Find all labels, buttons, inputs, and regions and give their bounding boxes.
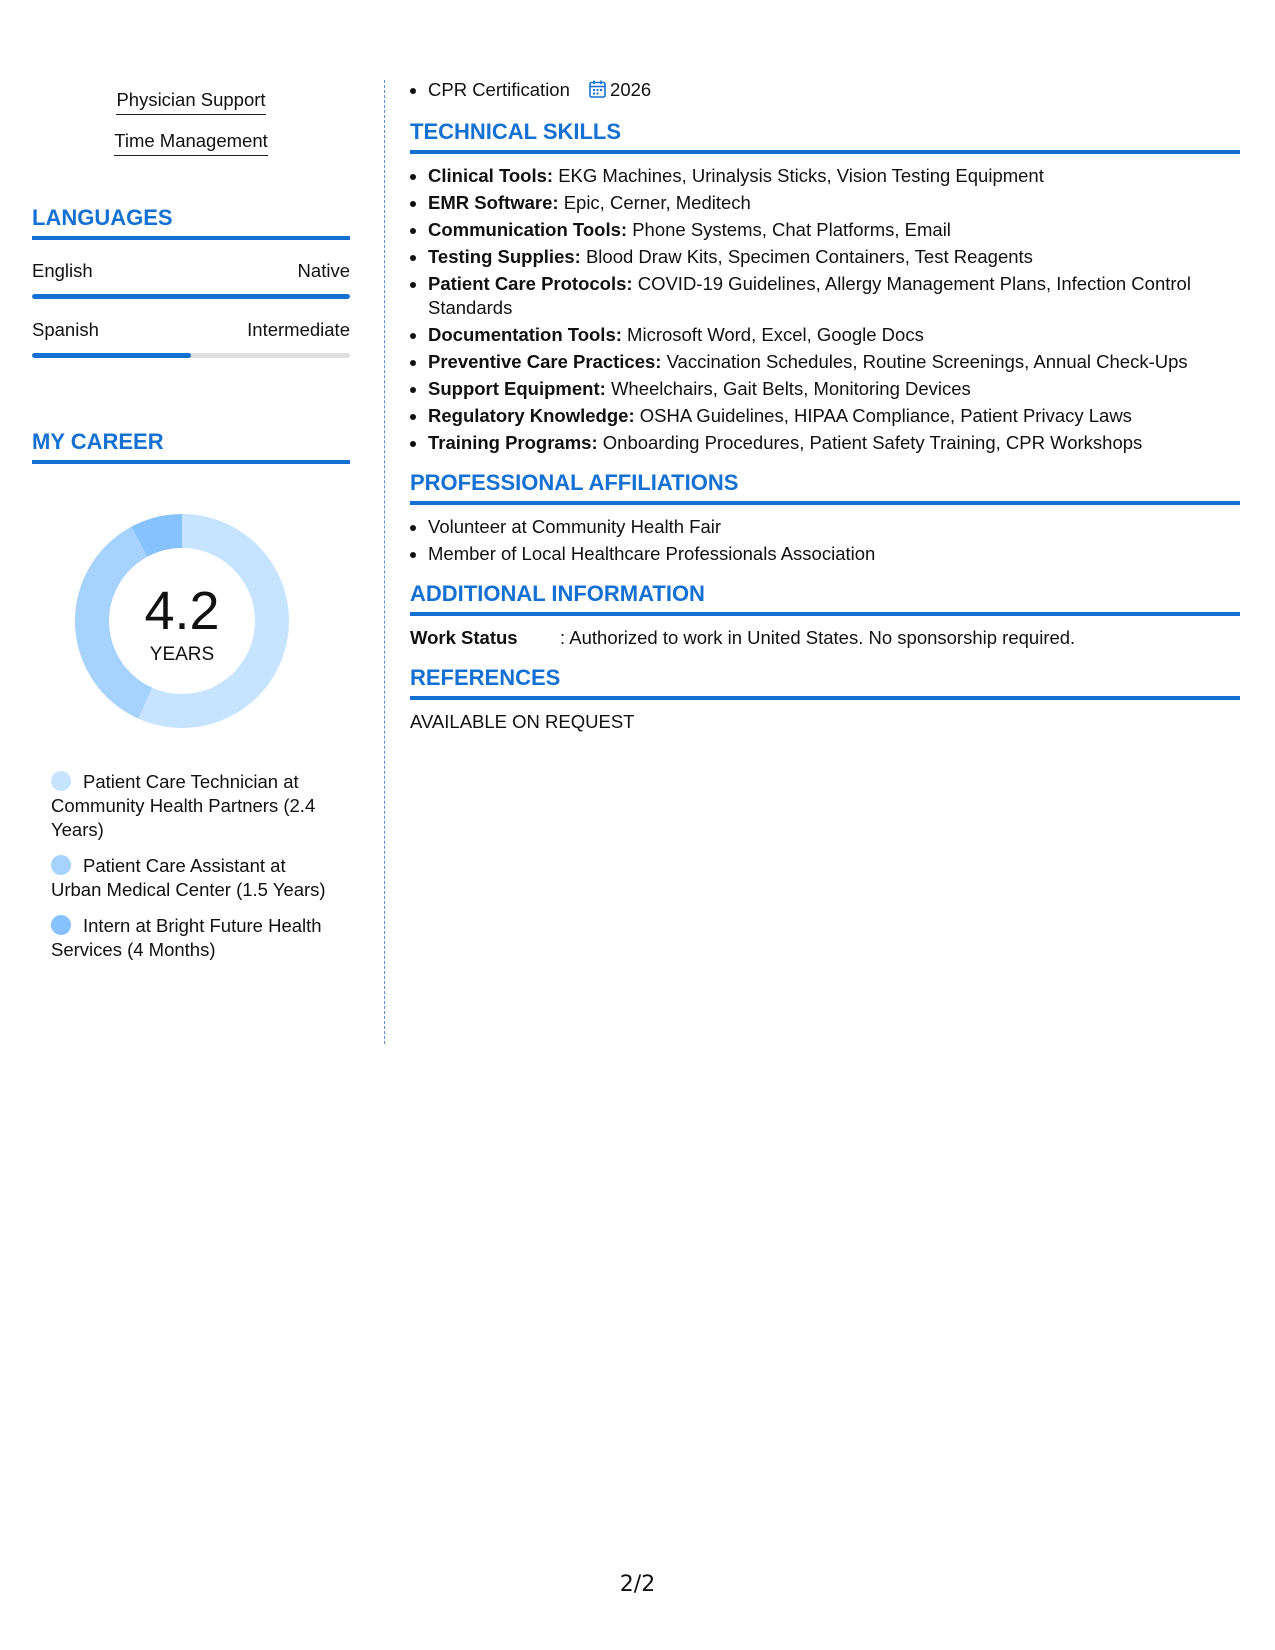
skill-item: • Regulatory Knowledge: OSHA Guidelines, HIPAA Compliance, Patient Privacy Laws — [428, 404, 1240, 428]
skill-item: • Testing Supplies: Blood Draw Kits, Specimen Containers, Test Reagents — [428, 245, 1240, 269]
skill-tag: Physician Support — [32, 88, 350, 115]
career-total-unit: YEARS — [149, 644, 215, 665]
language-level: Native — [297, 260, 350, 281]
skill-item: • EMR Software: Epic, Cerner, Meditech — [428, 191, 1240, 215]
languages-heading: LANGUAGES — [32, 204, 350, 240]
skill-item: • Training Programs: Onboarding Procedures, Patient Safety Training, CPR Workshops — [428, 431, 1240, 455]
references-text: AVAILABLE ON REQUEST — [410, 711, 635, 732]
work-status-row — [410, 626, 1240, 650]
work-status-value: : Authorized to work in United States. No sponsorship required. — [560, 627, 1076, 648]
legend-dot — [51, 771, 71, 791]
skill-tag: Time Management — [32, 129, 350, 156]
certification-item — [428, 78, 1240, 104]
additional-info-heading: ADDITIONAL INFORMATION — [410, 580, 1240, 616]
certification-name: CPR Certification — [428, 79, 570, 100]
affiliations-heading: PROFESSIONAL AFFILIATIONS — [410, 469, 1240, 505]
legend-dot — [51, 915, 71, 935]
affiliation-item: • Volunteer at Community Health Fair — [428, 515, 1240, 539]
career-item: Intern at Bright Future Health Services (4 Months) — [51, 915, 322, 960]
column-divider — [384, 80, 385, 1044]
skill-item: • Patient Care Protocols: COVID-19 Guidelines, Allergy Management Plans, Infection Control Standards — [428, 272, 1240, 320]
main-content — [410, 78, 1240, 734]
skill-item: • Support Equipment: Wheelchairs, Gait Belts, Monitoring Devices — [428, 377, 1240, 401]
certification-list — [410, 78, 1240, 104]
work-status-label: Work Status — [410, 627, 518, 648]
career-heading: MY CAREER — [32, 428, 350, 464]
references-heading: REFERENCES — [410, 664, 1240, 700]
skill-item: • Preventive Care Practices: Vaccination Schedules, Routine Screenings, Annual Check-Ups — [428, 350, 1240, 374]
language-level: Intermediate — [247, 319, 350, 340]
skill-item: • Communication Tools: Phone Systems, Chat Platforms, Email — [428, 218, 1240, 242]
language-item — [32, 260, 350, 299]
calendar-icon — [589, 80, 606, 104]
career-item: Patient Care Technician at Community Health Partners (2.4 Years) — [51, 771, 316, 840]
career-total-years: 4.2 — [144, 581, 220, 641]
language-name: Spanish — [32, 319, 99, 340]
certification-year: 2026 — [610, 79, 652, 100]
skill-item: • Documentation Tools: Microsoft Word, Excel, Google Docs — [428, 323, 1240, 347]
technical-skills-list — [410, 164, 1240, 455]
sidebar — [32, 78, 350, 974]
career-item: Patient Care Assistant at Urban Medical Center (1.5 Years) — [51, 855, 326, 900]
skill-item: • Clinical Tools: EKG Machines, Urinalysis Sticks, Vision Testing Equipment — [428, 164, 1240, 188]
language-proficiency-bar — [32, 353, 350, 358]
career-list — [51, 770, 341, 962]
language-proficiency-fill — [32, 294, 350, 299]
language-item — [32, 319, 350, 358]
affiliation-item: • Member of Local Healthcare Professionals Association — [428, 542, 1240, 566]
page-number: 2/2 — [619, 1572, 656, 1597]
language-name: English — [32, 260, 93, 281]
language-proficiency-fill — [32, 353, 191, 358]
career-donut-chart — [67, 506, 297, 736]
language-proficiency-bar — [32, 294, 350, 299]
affiliations-list — [410, 515, 1240, 566]
legend-dot — [51, 855, 71, 875]
technical-skills-heading: TECHNICAL SKILLS — [410, 118, 1240, 154]
